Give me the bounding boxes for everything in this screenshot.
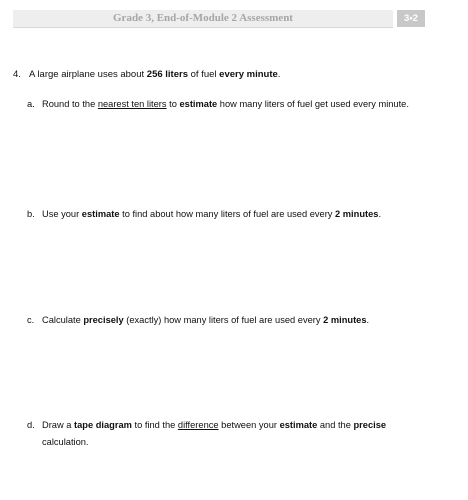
text-run: to find about how many liters of fuel are used every <box>119 209 336 219</box>
underlined-term: nearest ten liters <box>97 99 167 109</box>
text-run: to find the <box>131 420 178 430</box>
text-run: Round to the <box>42 99 98 109</box>
bold-term: 2 minutes <box>335 209 379 219</box>
part-text <box>42 312 427 329</box>
bold-term: estimate <box>179 99 218 109</box>
part-text <box>42 206 427 223</box>
header-title: Grade 3, End-of-Module 2 Assessment <box>113 12 293 24</box>
part-letter: b. <box>27 209 35 219</box>
part-c <box>27 312 427 329</box>
text-run: . <box>378 209 382 219</box>
bold-term: tape diagram <box>74 420 132 430</box>
text-run: . <box>366 315 370 325</box>
underlined-term: difference <box>177 420 219 430</box>
bold-term: precisely <box>83 315 124 325</box>
question-4 <box>13 68 453 81</box>
part-text <box>42 96 427 113</box>
text-run: (exactly) how many liters of fuel are used every <box>123 315 324 325</box>
part-text <box>42 417 427 451</box>
bold-term: 2 minutes <box>323 315 367 325</box>
text-run: how many liters of fuel get used every minute. <box>217 99 409 109</box>
question-text: of fuel <box>187 69 220 80</box>
bold-term: precise <box>353 420 387 430</box>
text-run: Calculate <box>42 315 84 325</box>
bold-term: estimate <box>81 209 120 219</box>
part-letter: d. <box>27 420 35 430</box>
part-d <box>27 417 427 451</box>
module-badge: 3•2 <box>397 10 425 27</box>
text-run: between your <box>218 420 280 430</box>
question-amount: 256 liters <box>146 69 188 80</box>
text-run: to <box>166 99 180 109</box>
part-a <box>27 96 427 113</box>
header-bar <box>13 10 393 28</box>
page-header <box>13 10 425 27</box>
question-number: 4. <box>13 69 21 80</box>
text-run: calculation. <box>42 437 89 447</box>
question-text: A large airplane uses about <box>29 69 147 80</box>
part-letter: c. <box>27 315 35 325</box>
question-rate: every minute <box>219 69 278 80</box>
question-text: . <box>277 69 281 80</box>
part-letter: a. <box>27 99 35 109</box>
text-run: and the <box>317 420 354 430</box>
text-run: Use your <box>42 209 82 219</box>
part-b <box>27 206 427 223</box>
bold-term: estimate <box>279 420 318 430</box>
text-run: Draw a <box>42 420 75 430</box>
